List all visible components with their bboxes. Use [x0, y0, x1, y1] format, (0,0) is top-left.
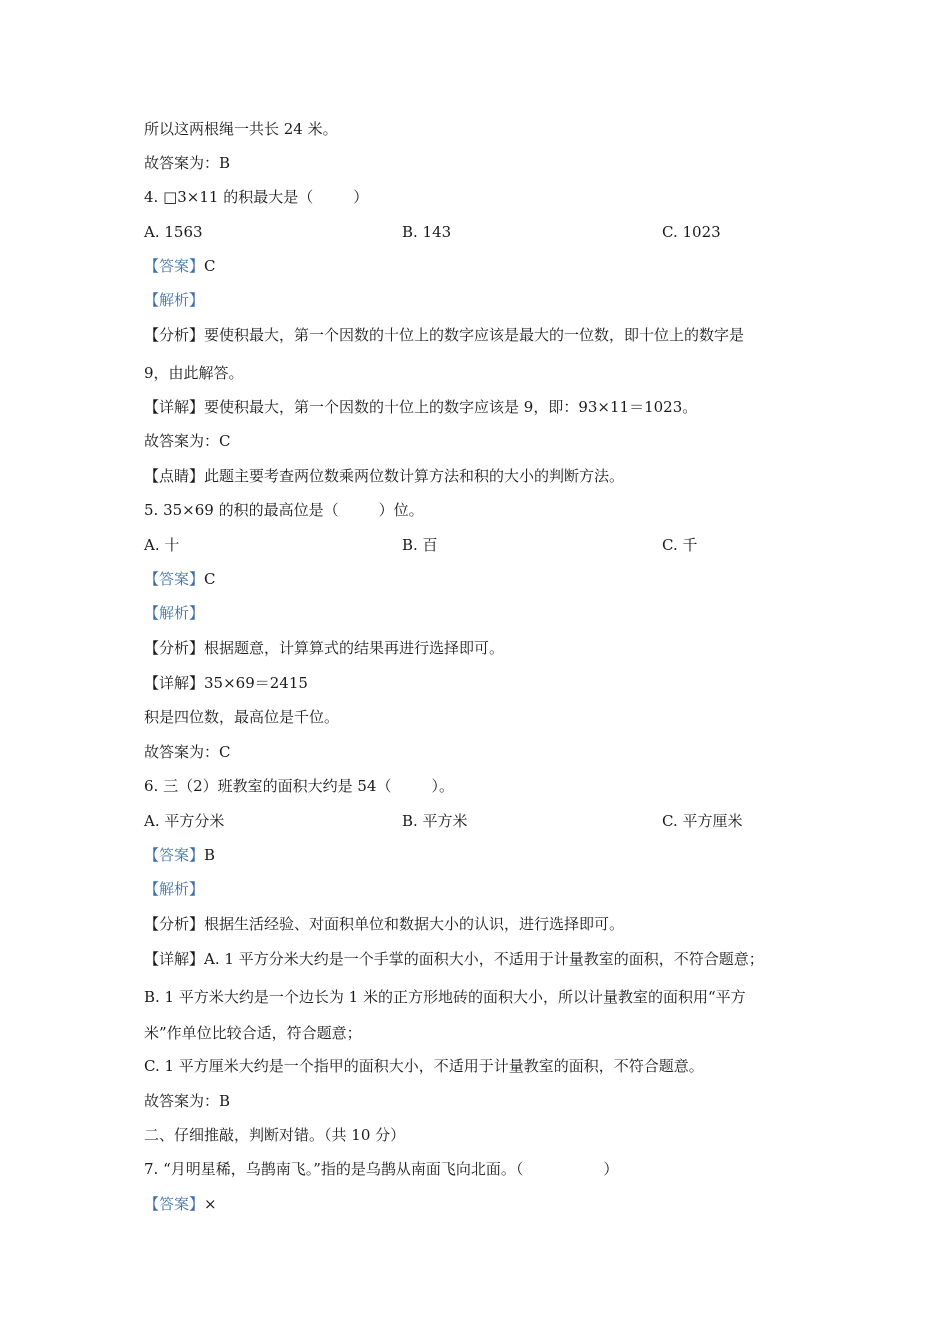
q4-fenxi-line2: 9，由此解答。 — [144, 364, 244, 382]
q6-analysis-heading — [144, 878, 814, 900]
q4-option-a: A. 1563 — [144, 223, 203, 241]
q5-stem: 5. 35×69 的积的最高位是（ ）位。 — [144, 501, 424, 519]
q5-analysis-heading — [144, 602, 814, 624]
fenxi-tag: 【分析】 — [144, 326, 205, 344]
answer-tag: 【答案】 — [144, 846, 205, 864]
q5-option-c: C. 千 — [662, 536, 698, 554]
q4-dianjing: 【点睛】此题主要考查两位数乘两位数计算方法和积的大小的判断方法。 — [144, 467, 625, 485]
q5-option-b: B. 百 — [402, 536, 438, 554]
q5-xiangjie: 【详解】35×69＝2415 — [144, 674, 308, 692]
q5-final-answer: 故答案为：C — [144, 743, 231, 761]
xiangjie-tag: 【详解】 — [144, 674, 205, 692]
dianjing-tag: 【点睛】 — [144, 467, 205, 485]
q4-analysis-heading — [144, 289, 814, 311]
q3-final-answer: 故答案为：B — [144, 154, 231, 172]
q6-xiangjie-line1: 【详解】A. 1 平方分米大约是一个手掌的面积大小，不适用于计量教室的面积，不符合题意； — [144, 950, 764, 968]
answer-tag: 【答案】 — [144, 1195, 205, 1213]
q5-fenxi: 【分析】根据题意，计算算式的结果再进行选择即可。 — [144, 639, 505, 657]
fenxi-tag: 【分析】 — [144, 915, 205, 933]
section-heading: 二、仔细推敲，判断对错。（共 10 分） — [144, 1126, 406, 1144]
analysis-tag: 【解析】 — [144, 880, 205, 898]
q4-fenxi-line1: 【分析】要使积最大，第一个因数的十位上的数字应该是最大的一位数，即十位上的数字是 — [144, 326, 745, 344]
q3-conclusion: 所以这两根绳一共长 24 米。 — [144, 120, 338, 138]
answer-tag: 【答案】 — [144, 257, 205, 275]
q4-option-b: B. 143 — [402, 223, 452, 241]
q6-stem: 6. 三（2）班教室的面积大约是 54（ ）。 — [144, 777, 454, 795]
q7-answer: 【答案】× — [144, 1195, 217, 1213]
q4-options — [144, 221, 814, 243]
q6-option-c: C. 平方厘米 — [662, 812, 743, 830]
q5-options — [144, 534, 814, 556]
q6-xiangjie-line3: 米”作单位比较合适，符合题意； — [144, 1024, 362, 1042]
q4-stem: 4. □3×11 的积最大是（ ） — [144, 188, 369, 206]
xiangjie-tag: 【详解】 — [144, 950, 205, 968]
q6-xiangjie-line2: B. 1 平方米大约是一个边长为 1 米的正方形地砖的面积大小，所以计量教室的面积用“平方 — [144, 988, 746, 1006]
q4-answer: 【答案】C — [144, 257, 216, 275]
q6-option-b: B. 平方米 — [402, 812, 468, 830]
q5-answer: 【答案】C — [144, 570, 216, 588]
q5-option-a: A. 十 — [144, 536, 180, 554]
q4-final-answer: 故答案为：C — [144, 432, 231, 450]
fenxi-tag: 【分析】 — [144, 639, 205, 657]
analysis-tag: 【解析】 — [144, 291, 205, 309]
q6-options — [144, 810, 814, 832]
q6-answer: 【答案】B — [144, 846, 216, 864]
q5-xiangjie-line2: 积是四位数，最高位是千位。 — [144, 708, 340, 726]
q6-fenxi: 【分析】根据生活经验、对面积单位和数据大小的认识，进行选择即可。 — [144, 915, 625, 933]
q6-xiangjie-line4: C. 1 平方厘米大约是一个指甲的面积大小，不适用于计量教室的面积，不符合题意。 — [144, 1057, 704, 1075]
xiangjie-tag: 【详解】 — [144, 398, 205, 416]
q6-final-answer: 故答案为：B — [144, 1092, 231, 1110]
q4-option-c: C. 1023 — [662, 223, 721, 241]
analysis-tag: 【解析】 — [144, 604, 205, 622]
answer-tag: 【答案】 — [144, 570, 205, 588]
q6-option-a: A. 平方分米 — [144, 812, 225, 830]
q4-xiangjie: 【详解】要使积最大，第一个因数的十位上的数字应该是 9，即：93×11＝1023。 — [144, 398, 698, 416]
q7-stem: 7. “月明星稀，乌鹊南飞。”指的是乌鹊从南面飞向北面。（ ） — [144, 1160, 619, 1178]
